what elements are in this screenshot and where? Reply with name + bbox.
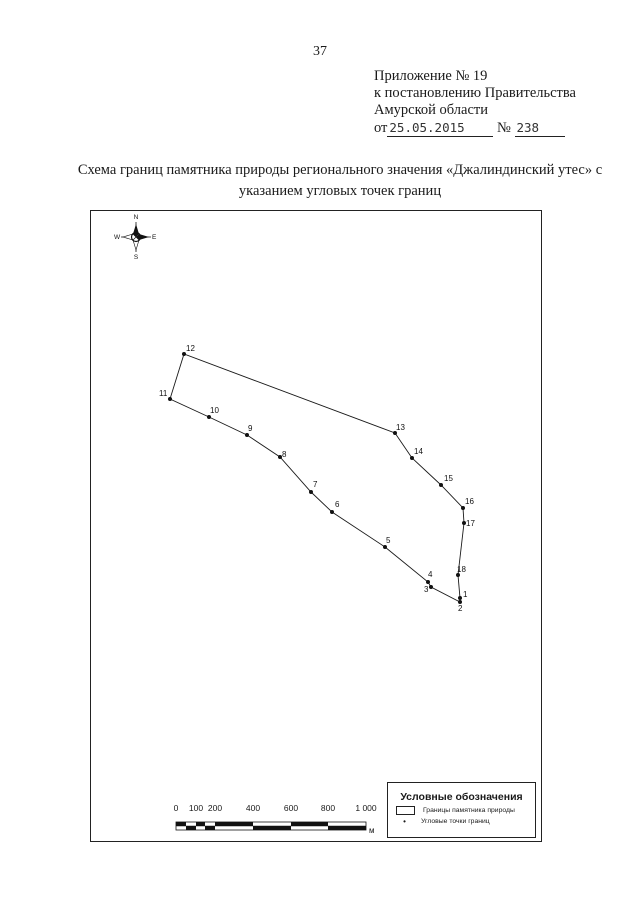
point-2 bbox=[458, 600, 463, 613]
point-8 bbox=[278, 450, 287, 459]
corner-points bbox=[159, 344, 475, 613]
page-number: 37 bbox=[313, 44, 327, 59]
scale-label-800: 800 bbox=[320, 803, 336, 813]
point-1-label: 1 bbox=[463, 590, 468, 599]
point-10-dot bbox=[207, 415, 211, 419]
legend-boundary-swatch bbox=[396, 806, 415, 815]
compass-rose bbox=[114, 214, 157, 261]
point-3-label: 3 bbox=[424, 585, 429, 594]
scale-label-0: 0 bbox=[173, 803, 179, 813]
compass-west-label: W bbox=[114, 234, 121, 241]
point-2-label: 2 bbox=[458, 604, 463, 613]
legend-points-label: Угловые точки границ bbox=[421, 818, 490, 825]
point-5-dot bbox=[383, 545, 387, 549]
point-14 bbox=[410, 447, 423, 460]
scale-seg-1 bbox=[176, 822, 186, 826]
scale-label-100: 100 bbox=[188, 803, 204, 813]
scale-seg-6 bbox=[253, 826, 291, 830]
point-15 bbox=[439, 474, 453, 487]
legend-point-marker: • bbox=[403, 817, 406, 826]
appendix-line-3: Амурской области bbox=[374, 102, 488, 118]
boundary-polygon bbox=[170, 354, 464, 602]
appendix-line-2: к постановлению Правительства bbox=[374, 85, 576, 101]
legend-row-points bbox=[396, 818, 535, 825]
point-6 bbox=[330, 500, 340, 514]
point-14-dot bbox=[410, 456, 414, 460]
appendix-date: 25.05.2015 bbox=[387, 119, 493, 137]
date-prefix: от bbox=[374, 120, 388, 136]
scale-label-200: 200 bbox=[207, 803, 223, 813]
compass-west-arrow bbox=[123, 234, 136, 240]
point-11-label: 11 bbox=[159, 389, 168, 398]
point-13-label: 13 bbox=[396, 423, 405, 432]
point-12-label: 12 bbox=[186, 344, 195, 353]
legend-title: Условные обозначения bbox=[400, 791, 523, 803]
scale-seg-8 bbox=[328, 826, 366, 830]
point-17-label: 17 bbox=[466, 519, 475, 528]
compass-east-label: E bbox=[152, 234, 157, 241]
point-12 bbox=[182, 344, 195, 356]
scale-seg-2 bbox=[186, 826, 196, 830]
point-7 bbox=[309, 480, 318, 494]
point-9-dot bbox=[245, 433, 249, 437]
point-15-dot bbox=[439, 483, 443, 487]
legend-row-boundary bbox=[396, 806, 535, 815]
point-11 bbox=[159, 389, 172, 401]
point-16-dot bbox=[461, 506, 465, 510]
point-18 bbox=[456, 565, 466, 577]
scale-seg-4 bbox=[205, 826, 215, 830]
point-6-label: 6 bbox=[335, 500, 340, 509]
point-5-label: 5 bbox=[386, 536, 391, 545]
point-9 bbox=[245, 424, 253, 437]
point-8-label: 8 bbox=[282, 450, 287, 459]
scale-seg-7 bbox=[291, 822, 328, 826]
appendix-number: 238 bbox=[515, 119, 565, 137]
point-3-dot bbox=[429, 585, 433, 589]
scale-bar bbox=[176, 822, 375, 835]
point-4-label: 4 bbox=[428, 570, 433, 579]
scale-label-1000: 1 000 bbox=[355, 803, 377, 813]
point-10 bbox=[207, 406, 219, 419]
map-legend bbox=[387, 782, 536, 838]
point-18-label: 18 bbox=[457, 565, 466, 574]
point-11-dot bbox=[168, 397, 172, 401]
number-prefix: № bbox=[497, 120, 511, 136]
point-10-label: 10 bbox=[210, 406, 219, 415]
scale-unit: м bbox=[369, 826, 375, 835]
legend-boundary-label: Границы памятника природы bbox=[423, 807, 515, 814]
point-1-dot bbox=[458, 596, 462, 600]
point-16-label: 16 bbox=[465, 497, 474, 506]
point-15-label: 15 bbox=[444, 474, 453, 483]
point-3 bbox=[424, 585, 433, 594]
scale-label-400: 400 bbox=[245, 803, 261, 813]
appendix-line-1: Приложение № 19 bbox=[374, 68, 488, 84]
point-7-dot bbox=[309, 490, 313, 494]
point-5 bbox=[383, 536, 391, 549]
scale-label-600: 600 bbox=[283, 803, 299, 813]
point-13 bbox=[393, 423, 405, 435]
point-6-dot bbox=[330, 510, 334, 514]
scale-seg-3 bbox=[196, 822, 205, 826]
point-9-label: 9 bbox=[248, 424, 253, 433]
compass-south-label: S bbox=[133, 254, 139, 261]
map-title: Схема границ памятника природы регионального значения «Джалиндинский утес» с указанием угловых точек границ bbox=[77, 162, 603, 199]
point-7-label: 7 bbox=[313, 480, 318, 489]
point-4-dot bbox=[426, 580, 430, 584]
scale-seg-5 bbox=[215, 822, 253, 826]
point-14-label: 14 bbox=[414, 447, 423, 456]
point-16 bbox=[461, 497, 474, 510]
point-4 bbox=[426, 570, 433, 584]
compass-north-label: N bbox=[133, 214, 139, 221]
